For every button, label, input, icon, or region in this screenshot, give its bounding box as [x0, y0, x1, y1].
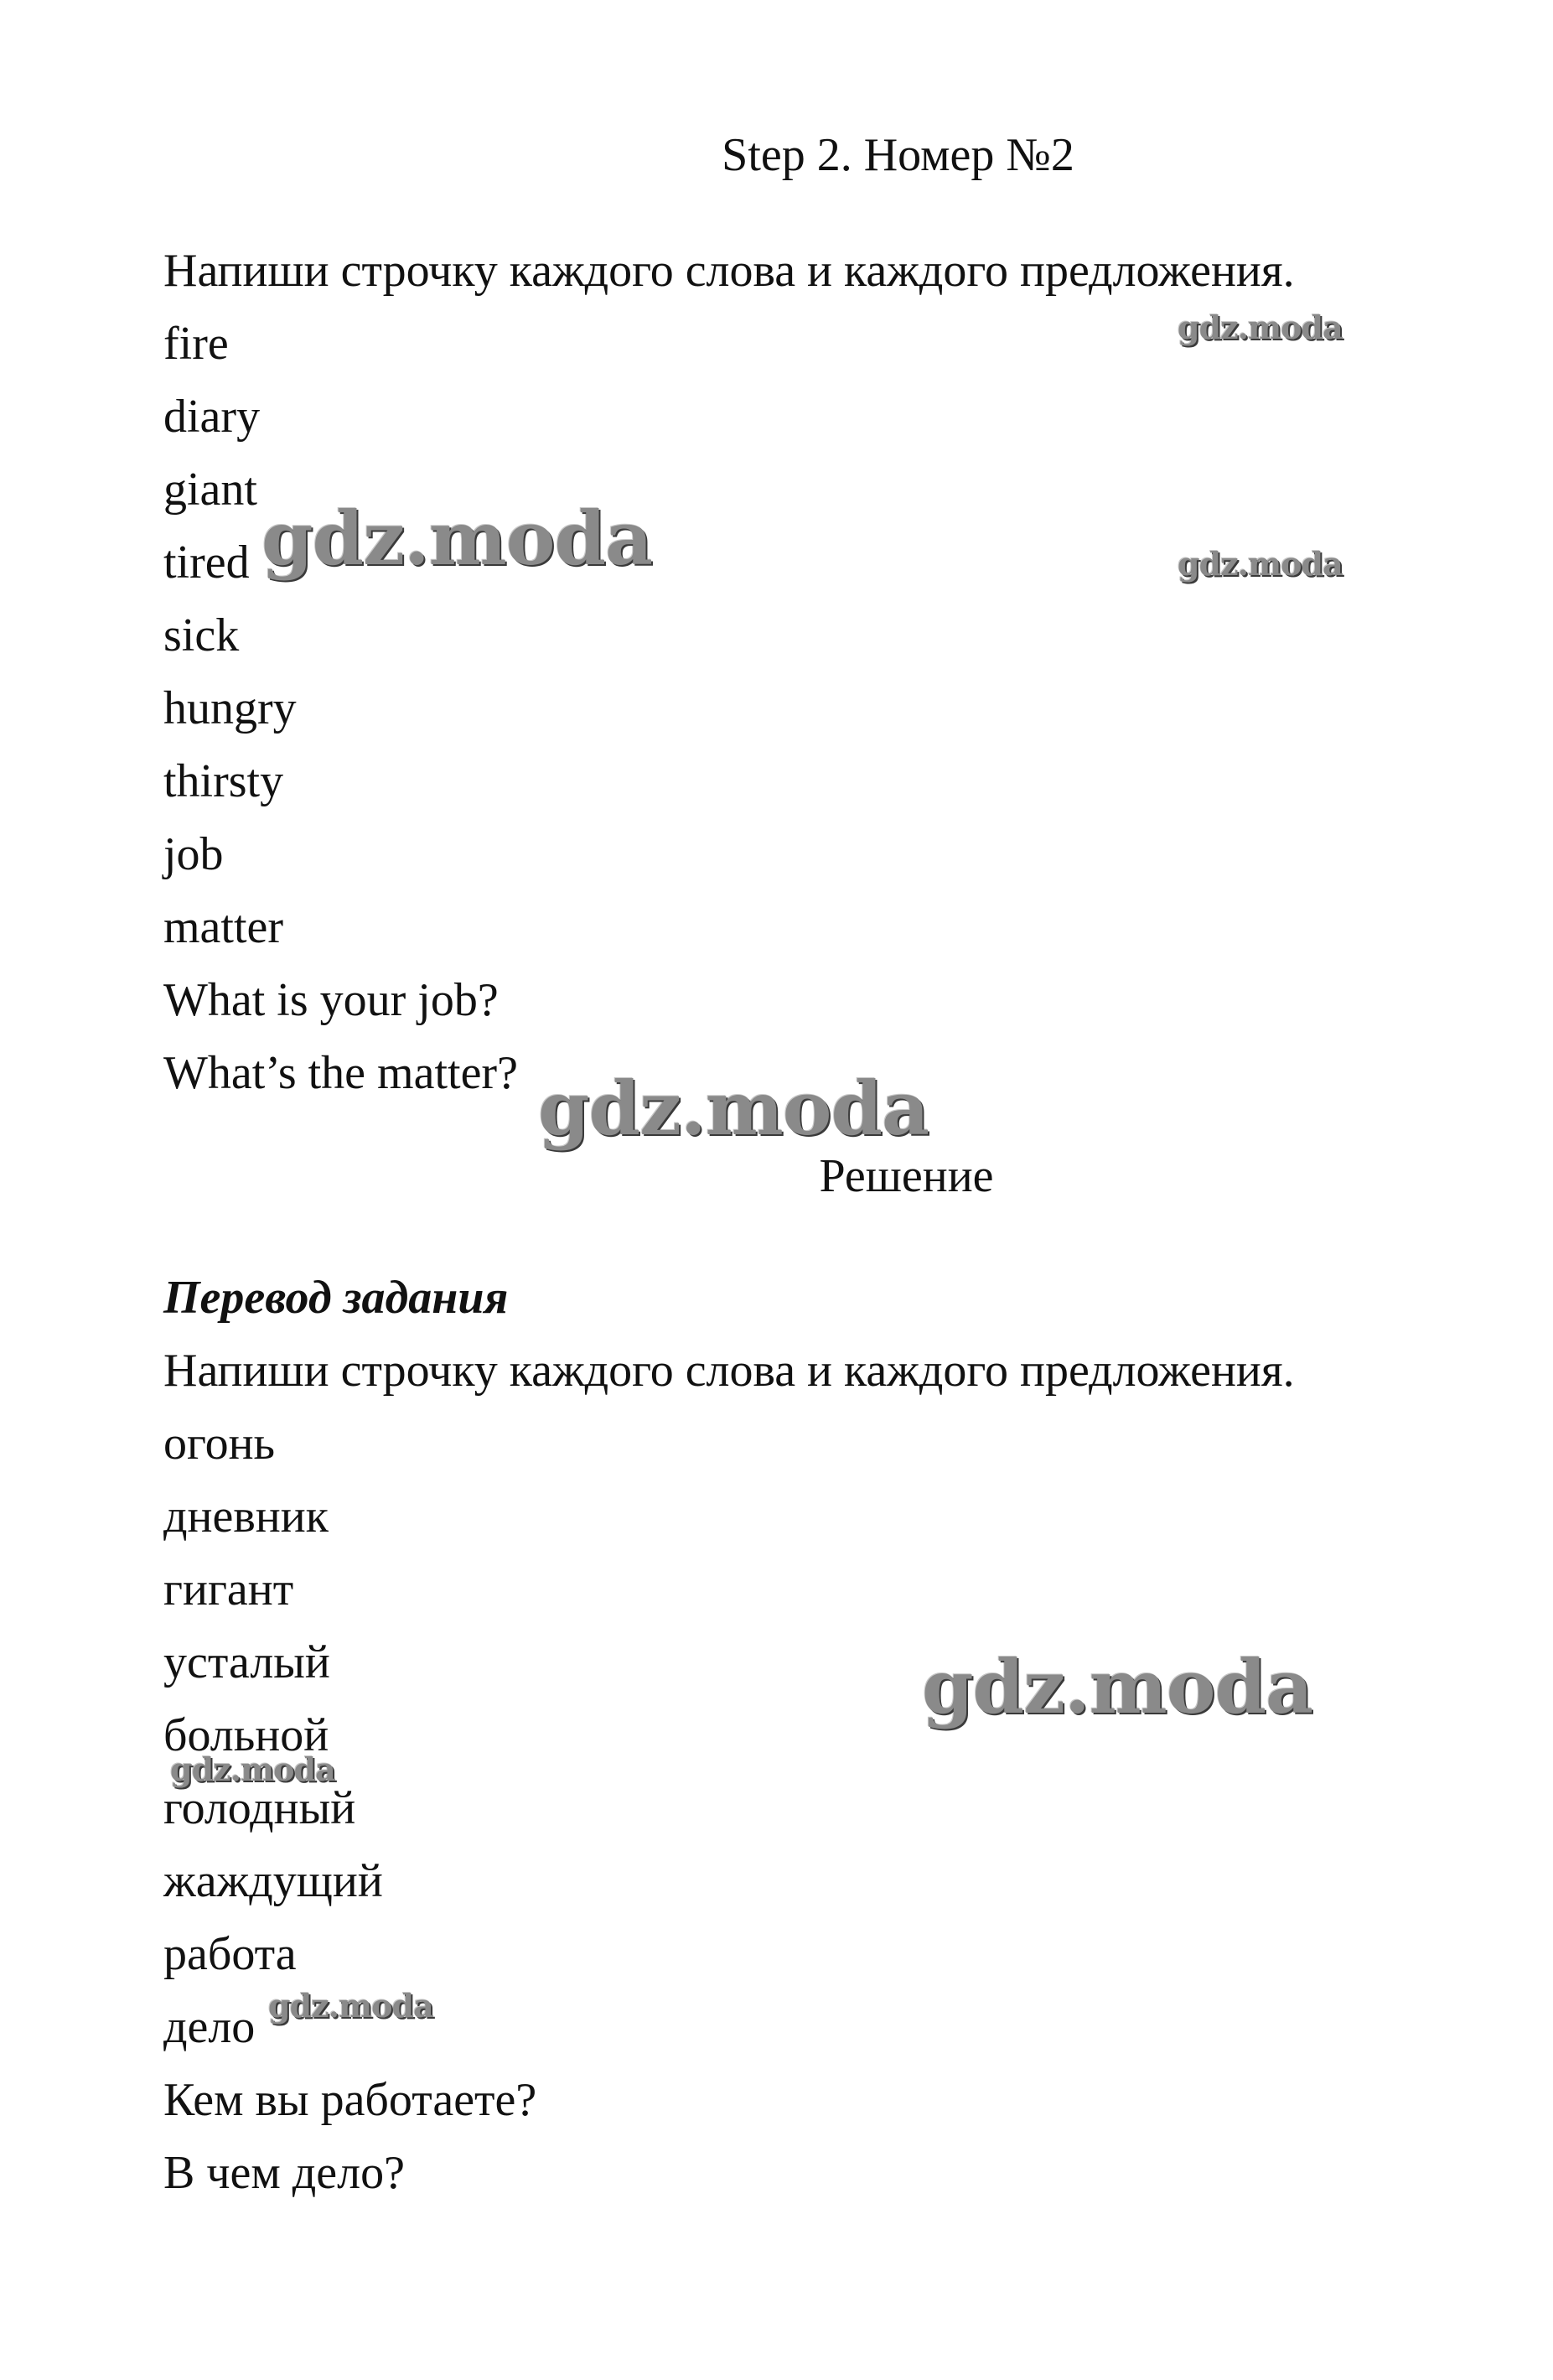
translation-block	[163, 1262, 1421, 2210]
watermark-logo: gdz.moda	[268, 1987, 433, 2025]
translation-instruction: Напиши строчку каждого слова и каждого предложения.	[163, 1345, 1295, 1397]
translated-word-item: огонь	[163, 1418, 276, 1470]
word-item: fire	[163, 318, 229, 370]
word-item: job	[163, 828, 224, 880]
watermark-logo: gdz.moda	[261, 495, 653, 582]
translated-word-item: гигант	[163, 1563, 294, 1615]
watermark-logo: gdz.moda	[922, 1643, 1313, 1730]
watermark-logo: gdz.moda	[170, 1750, 335, 1788]
word-item: hungry	[163, 682, 297, 734]
translated-sentence-item: В чем дело?	[163, 2147, 405, 2199]
translated-word-item: голодный	[163, 1782, 356, 1834]
word-item: giant	[163, 464, 257, 516]
word-item: matter	[163, 901, 284, 953]
translated-word-item: больной	[163, 1709, 329, 1761]
page-title: Step 2. Номер №2	[722, 129, 1074, 181]
solution-label: Решение	[819, 1150, 994, 1202]
watermark-logo: gdz.moda	[538, 1065, 929, 1152]
translated-word-item: дело	[163, 2001, 256, 2053]
translated-sentence-item: Кем вы работаете?	[163, 2074, 537, 2126]
translated-word-item: усталый	[163, 1636, 330, 1688]
translated-word-item: работа	[163, 1928, 297, 1980]
task-instruction: Напиши строчку каждого слова и каждого предложения.	[163, 245, 1295, 297]
translated-word-item: дневник	[163, 1491, 329, 1543]
translation-heading: Перевод задания	[163, 1272, 509, 1324]
word-item: thirsty	[163, 755, 284, 807]
word-item: diary	[163, 391, 261, 443]
sentence-item: What’s the matter?	[163, 1047, 518, 1099]
word-item: sick	[163, 609, 240, 661]
watermark-logo: gdz.moda	[1178, 309, 1343, 346]
translated-word-item: жаждущий	[163, 1855, 383, 1907]
sentence-item: What is your job?	[163, 974, 499, 1026]
word-item: tired	[163, 537, 250, 589]
watermark-logo: gdz.moda	[1178, 545, 1343, 583]
task-block	[163, 235, 1421, 1110]
